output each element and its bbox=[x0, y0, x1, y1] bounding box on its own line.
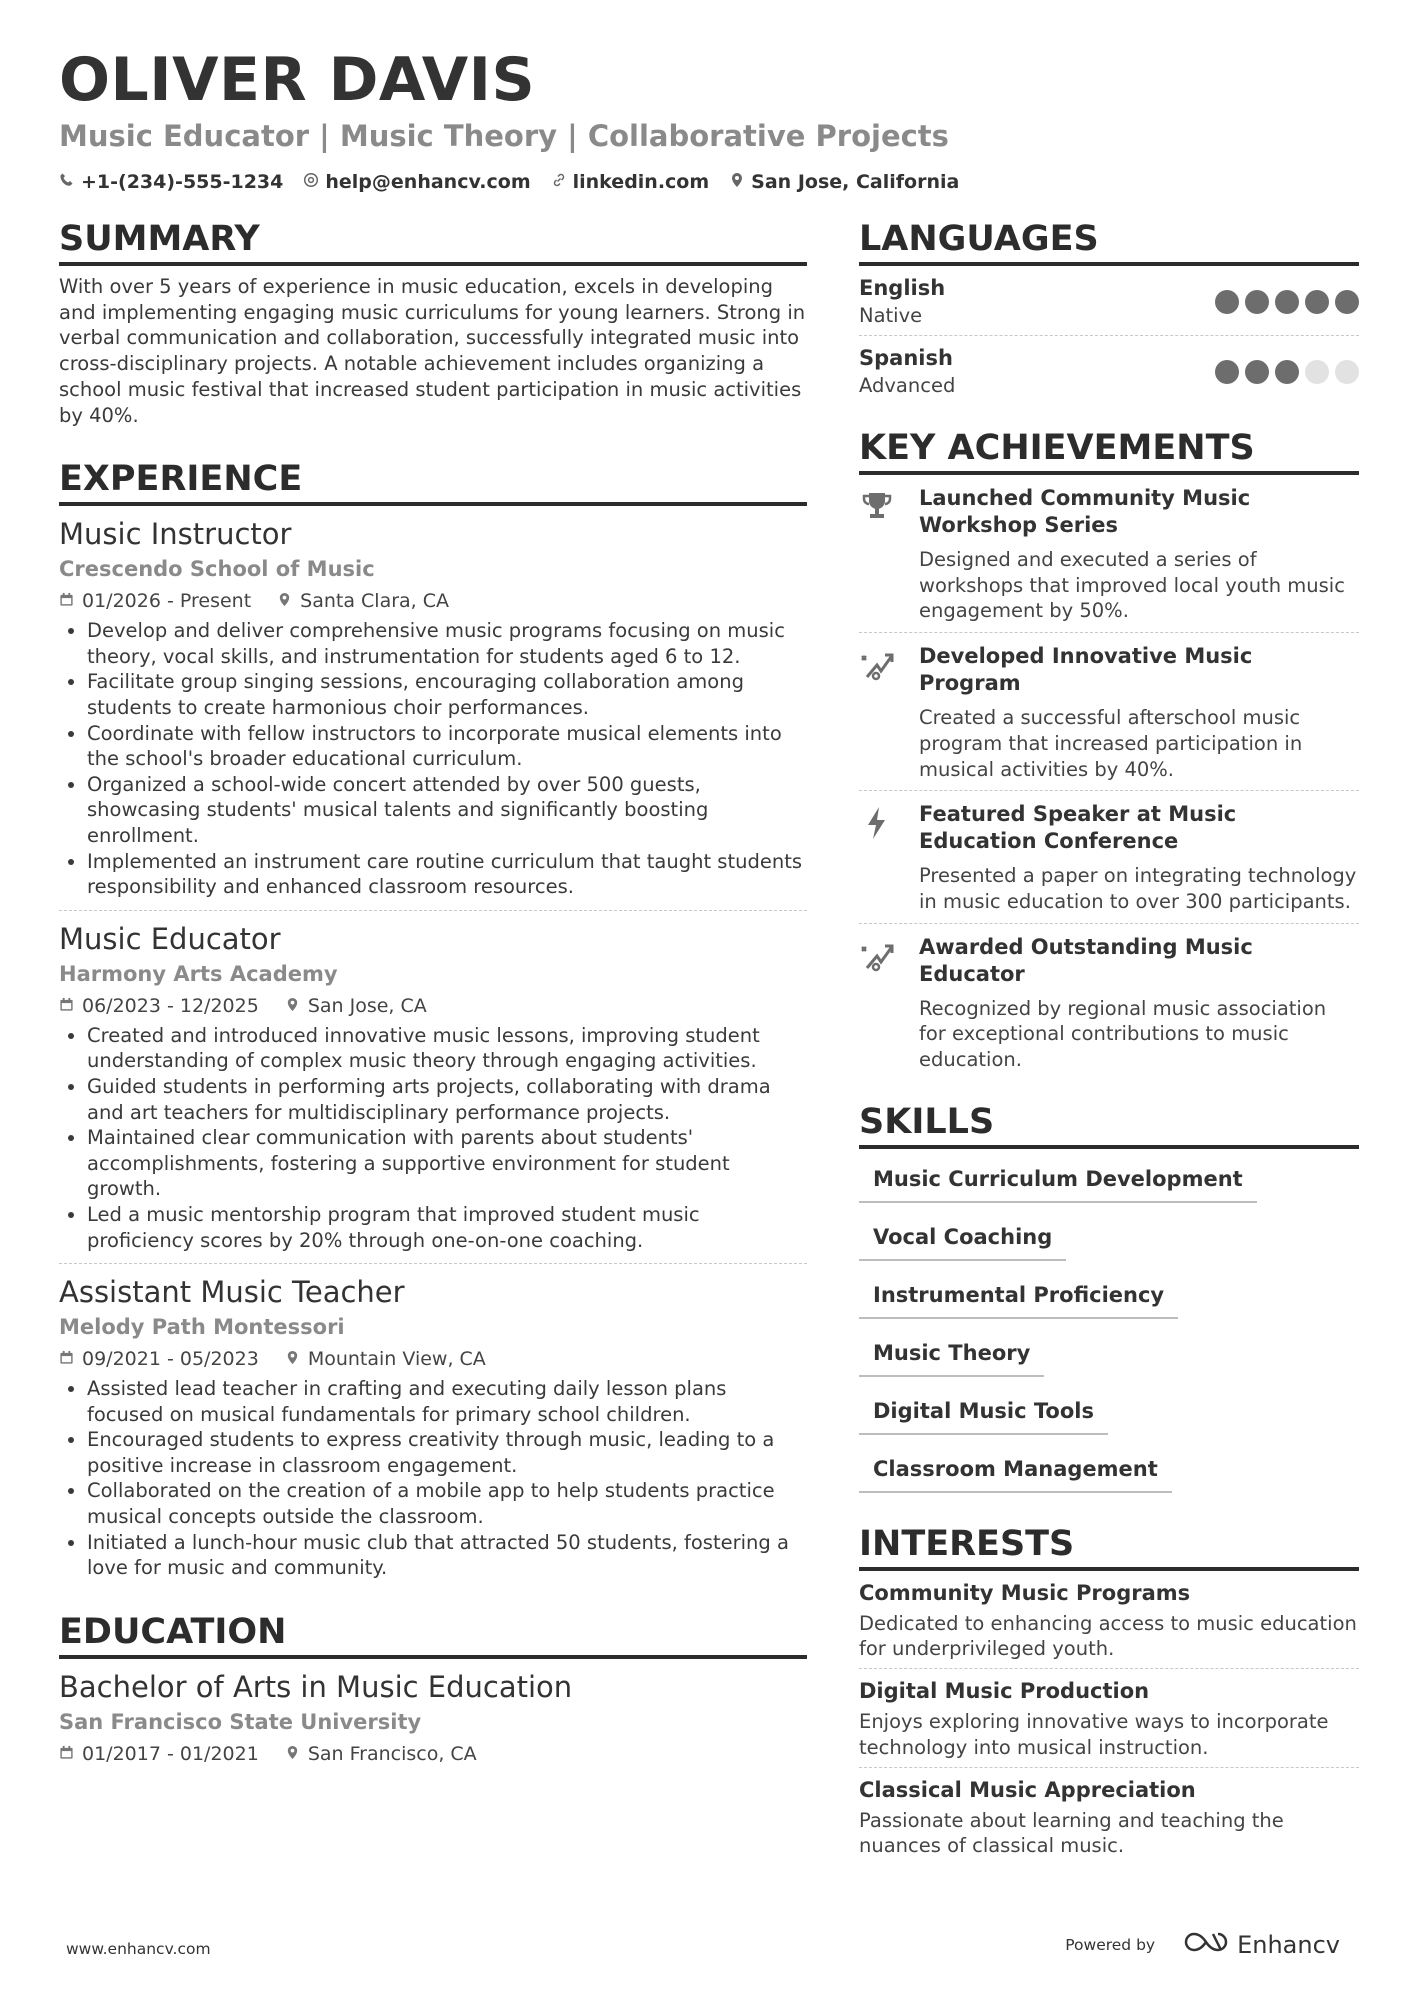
phone-icon bbox=[59, 168, 75, 196]
filled-dot bbox=[1305, 290, 1329, 314]
growth-icon bbox=[859, 934, 903, 1073]
contact-bar bbox=[59, 168, 959, 196]
interest-item bbox=[859, 1669, 1359, 1767]
job-location bbox=[285, 991, 427, 1021]
language-level: Native bbox=[859, 304, 923, 327]
summary-text: With over 5 years of experience in music education, excels in developing and implementing engaging music curriculums for young learners. Strong in verbal communication and collaboration, successfully integrated music into cross-disciplinary projects. A notable achievement includes organizing a school music festival that increased student participation in music activities by 40%. bbox=[59, 275, 806, 427]
language-name: English bbox=[859, 276, 946, 300]
location-text: San Jose, California bbox=[751, 171, 960, 193]
education-section bbox=[59, 1609, 807, 1779]
interest-description: Enjoys exploring innovative ways to incorporate technology into musical instruction. bbox=[859, 1710, 1329, 1759]
location-pin-icon bbox=[285, 991, 300, 1021]
job-meta bbox=[59, 1344, 807, 1374]
job-dates bbox=[59, 991, 259, 1021]
calendar-icon bbox=[59, 1739, 74, 1769]
footer-branding bbox=[1065, 1929, 1340, 1961]
job-meta bbox=[59, 991, 807, 1021]
skill-tag: Instrumental Proficiency bbox=[859, 1271, 1178, 1319]
contact-linkedin[interactable] bbox=[551, 168, 710, 196]
proficiency-dots bbox=[1215, 290, 1359, 314]
skill-tag: Music Theory bbox=[859, 1329, 1044, 1377]
brand-name: Enhancv bbox=[1237, 1931, 1340, 1959]
job-entry bbox=[59, 1264, 807, 1591]
degree: Bachelor of Arts in Music Education bbox=[59, 1669, 573, 1704]
candidate-name: OLIVER DAVIS bbox=[59, 45, 536, 115]
dates-text: 09/2021 - 05/2023 bbox=[82, 1348, 259, 1371]
bullet-item: • Assisted lead teacher in crafting and executing daily lesson plans focused on musical fundamentals for primary school children. bbox=[87, 1376, 807, 1427]
summary-section bbox=[59, 216, 807, 428]
experience-heading: EXPERIENCE bbox=[59, 456, 807, 506]
email-text: help@enhancv.com bbox=[325, 171, 531, 193]
left-column bbox=[59, 216, 807, 1779]
right-column bbox=[859, 216, 1359, 1865]
proficiency-dots bbox=[1215, 360, 1359, 384]
achievement-title: Awarded Outstanding Music Educator bbox=[919, 934, 1253, 986]
empty-dot bbox=[1335, 360, 1359, 384]
language-item bbox=[859, 336, 1359, 405]
at-icon bbox=[303, 168, 319, 196]
skills-section bbox=[859, 1099, 1359, 1503]
job-title: Assistant Music Teacher bbox=[59, 1275, 405, 1310]
filled-dot bbox=[1275, 290, 1299, 314]
calendar-icon bbox=[59, 1344, 74, 1374]
location-pin-icon bbox=[277, 586, 292, 616]
calendar-icon bbox=[59, 586, 74, 616]
achievement-item bbox=[859, 924, 1359, 1081]
bullet-item: • Created and introduced innovative music lessons, improving student understanding of complex music theory through engaging activities. bbox=[87, 1023, 807, 1074]
skill-tag: Digital Music Tools bbox=[859, 1387, 1108, 1435]
job-company: Melody Path Montessori bbox=[59, 1315, 345, 1340]
filled-dot bbox=[1335, 290, 1359, 314]
phone-text: +1-(234)-555-1234 bbox=[81, 171, 284, 193]
job-bullets bbox=[59, 1023, 807, 1253]
location-pin-icon bbox=[285, 1344, 300, 1374]
language-item bbox=[859, 266, 1359, 336]
dates-text: 06/2023 - 12/2025 bbox=[82, 994, 259, 1017]
achievement-title: Launched Community Music Workshop Series bbox=[919, 486, 1251, 537]
contact-email[interactable] bbox=[303, 168, 530, 196]
filled-dot bbox=[1275, 360, 1299, 384]
education-location bbox=[285, 1739, 477, 1769]
contact-location bbox=[729, 168, 959, 196]
language-level: Advanced bbox=[859, 374, 956, 397]
language-name: Spanish bbox=[859, 346, 953, 370]
achievement-item bbox=[859, 475, 1359, 633]
job-company: Harmony Arts Academy bbox=[59, 961, 338, 986]
achievement-title: Featured Speaker at Music Education Conference bbox=[919, 802, 1237, 854]
filled-dot bbox=[1245, 360, 1269, 384]
interest-item bbox=[859, 1768, 1359, 1865]
headline: Music Educator | Music Theory | Collaborative Projects bbox=[59, 119, 949, 153]
summary-heading: SUMMARY bbox=[59, 216, 807, 266]
skill-tag: Music Curriculum Development bbox=[859, 1155, 1257, 1203]
bullet-item: • Organized a school-wide concert attended by over 500 guests, showcasing students' musical talents and significantly boosting enrollment. bbox=[87, 772, 807, 849]
interests-section bbox=[859, 1521, 1359, 1865]
bullet-item: • Led a music mentorship program that improved student music proficiency scores by 20% through one-on-one coaching. bbox=[87, 1202, 807, 1253]
contact-phone[interactable] bbox=[59, 168, 283, 196]
dates-text: 01/2026 - Present bbox=[82, 590, 252, 613]
education-dates bbox=[59, 1739, 259, 1769]
languages-heading: LANGUAGES bbox=[859, 216, 1359, 266]
location-text: San Francisco, CA bbox=[307, 1742, 477, 1765]
bullet-item: • Maintained clear communication with parents about students' accomplishments, fostering a supportive environment for student growth. bbox=[87, 1125, 807, 1202]
experience-section bbox=[59, 456, 807, 1591]
job-company: Crescendo School of Music bbox=[59, 557, 375, 582]
job-location bbox=[277, 586, 449, 616]
location-text: Mountain View, CA bbox=[307, 1348, 486, 1371]
job-title: Music Instructor bbox=[59, 517, 292, 552]
education-entry bbox=[59, 1659, 807, 1779]
achievement-description: Recognized by regional music association for exceptional contributions to music education. bbox=[919, 996, 1327, 1072]
bullet-item: • Collaborated on the creation of a mobile app to help students practice musical concepts outside the classroom. bbox=[87, 1478, 807, 1529]
achievement-description: Designed and executed a series of workshops that improved local youth music engagement by 50%. bbox=[919, 548, 1345, 623]
interest-title: Digital Music Production bbox=[859, 1679, 1150, 1704]
achievements-heading: KEY ACHIEVEMENTS bbox=[859, 425, 1359, 475]
growth-icon bbox=[859, 643, 903, 782]
enhancv-logo[interactable] bbox=[1183, 1929, 1340, 1961]
infinity-logo-icon bbox=[1183, 1929, 1229, 1961]
job-bullets bbox=[59, 618, 807, 900]
bullet-item: • Develop and deliver comprehensive music programs focusing on music theory, vocal skills, and instrumentation for students aged 6 to 12. bbox=[87, 618, 807, 669]
languages-section bbox=[859, 216, 1359, 405]
interests-heading: INTERESTS bbox=[859, 1521, 1359, 1571]
dates-text: 01/2017 - 01/2021 bbox=[82, 1742, 259, 1765]
job-dates bbox=[59, 1344, 259, 1374]
achievement-item bbox=[859, 791, 1359, 923]
bullet-item: • Implemented an instrument care routine curriculum that taught students responsibility and enhanced classroom resources. bbox=[87, 849, 807, 900]
footer-website[interactable]: www.enhancv.com bbox=[66, 1940, 211, 1958]
job-location bbox=[285, 1344, 486, 1374]
bullet-item: • Guided students in performing arts projects, collaborating with drama and art teachers for multidisciplinary performance projects. bbox=[87, 1074, 807, 1125]
job-title: Music Educator bbox=[59, 921, 281, 956]
trophy-icon bbox=[859, 485, 903, 624]
interest-item bbox=[859, 1571, 1359, 1669]
bullet-item: • Initiated a lunch-hour music club that attracted 50 students, fostering a love for music and community. bbox=[87, 1530, 807, 1581]
education-meta bbox=[59, 1739, 807, 1769]
achievement-title: Developed Innovative Music Program bbox=[919, 644, 1253, 696]
filled-dot bbox=[1215, 290, 1239, 314]
location-pin-icon bbox=[285, 1739, 300, 1769]
filled-dot bbox=[1215, 360, 1239, 384]
job-entry bbox=[59, 911, 807, 1264]
location-text: San Jose, CA bbox=[307, 994, 427, 1017]
achievement-description: Created a successful afterschool music program that increased participation in musical activities by 40%. bbox=[919, 706, 1303, 781]
interest-description: Passionate about learning and teaching the nuances of classical music. bbox=[859, 1808, 1284, 1858]
achievement-description: Presented a paper on integrating technology in music education to over 300 participants. bbox=[919, 864, 1357, 913]
achievements-section bbox=[859, 425, 1359, 1081]
bullet-item: • Encouraged students to express creativity through music, leading to a positive increase in classroom engagement. bbox=[87, 1427, 807, 1478]
skill-tag: Classroom Management bbox=[859, 1445, 1172, 1493]
calendar-icon bbox=[59, 991, 74, 1021]
job-dates bbox=[59, 586, 251, 616]
school: San Francisco State University bbox=[59, 1709, 422, 1734]
skill-tag: Vocal Coaching bbox=[859, 1213, 1066, 1261]
bullet-item: • Coordinate with fellow instructors to incorporate musical elements into the school's broader educational curriculum. bbox=[87, 721, 807, 772]
achievement-item bbox=[859, 633, 1359, 791]
bullet-item: • Facilitate group singing sessions, encouraging collaboration among students to create harmonious choir performances. bbox=[87, 669, 807, 720]
interest-title: Community Music Programs bbox=[859, 1580, 1191, 1605]
skills-list bbox=[859, 1149, 1359, 1503]
empty-dot bbox=[1305, 360, 1329, 384]
linkedin-text: linkedin.com bbox=[572, 171, 710, 193]
lightning-icon bbox=[859, 801, 903, 914]
location-pin-icon bbox=[729, 168, 745, 196]
interest-title: Classical Music Appreciation bbox=[859, 1777, 1196, 1802]
job-bullets bbox=[59, 1376, 807, 1581]
education-heading: EDUCATION bbox=[59, 1609, 807, 1659]
location-text: Santa Clara, CA bbox=[300, 590, 450, 613]
job-meta bbox=[59, 586, 807, 616]
filled-dot bbox=[1245, 290, 1269, 314]
job-entry bbox=[59, 506, 807, 911]
interest-description: Dedicated to enhancing access to music education for underprivileged youth. bbox=[859, 1611, 1357, 1661]
skills-heading: SKILLS bbox=[859, 1099, 1359, 1149]
powered-by-label: Powered by bbox=[1065, 1936, 1156, 1954]
link-icon bbox=[551, 168, 567, 196]
